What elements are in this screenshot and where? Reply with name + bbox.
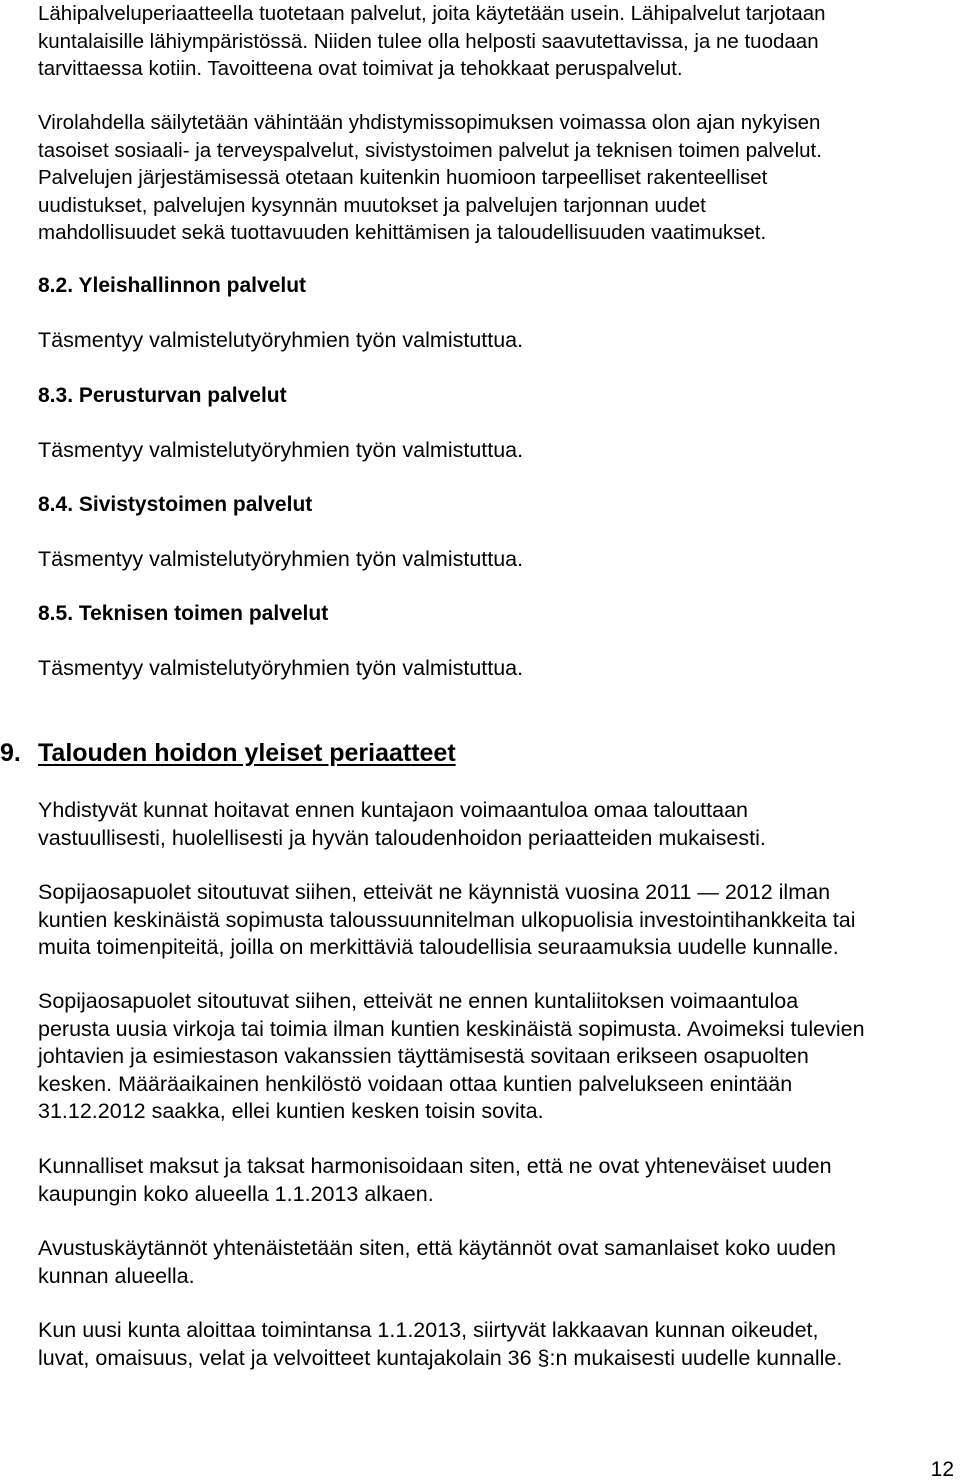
section-text: Täsmentyy valmistelutyöryhmien työn valmistuttua.	[38, 438, 524, 462]
chapter-9-paragraph-2	[38, 879, 956, 962]
section-heading: 8.4. Sivistystoimen palvelut	[38, 493, 313, 516]
text-line: Avustuskäytännöt yhtenäistetään siten, että käytännöt ovat samanlaiset koko uuden	[38, 1236, 837, 1260]
chapter-9-paragraph-5	[38, 1235, 956, 1290]
text-line: uudistukset, palvelujen kysynnän muutokset ja palvelujen tarjonnan uudet	[38, 193, 706, 217]
text-line: kunnan alueella.	[38, 1263, 195, 1288]
chapter-number: 9.	[0, 739, 21, 767]
section-heading: 8.5. Teknisen toimen palvelut	[38, 602, 329, 625]
section-8-4-heading	[38, 491, 956, 518]
page-number: 12	[930, 1458, 954, 1481]
text-line: vastuullisesti, huolellisesti ja hyvän taloudenhoidon periaatteiden mukaisesti.	[38, 825, 766, 850]
section-8-2-text	[38, 327, 956, 355]
text-line: perusta uusia virkoja tai toimia ilman kuntien keskinäistä sopimusta. Avoimeksi tulevien	[38, 1016, 865, 1041]
text-line: kuntalaisille lähiympäristössä. Niiden tulee olla helposti saavutettavissa, ja ne tuodaan	[38, 29, 819, 53]
chapter-title: Talouden hoidon yleiset periaatteet	[38, 739, 456, 767]
section-text: Täsmentyy valmistelutyöryhmien työn valmistuttua.	[38, 328, 524, 352]
text-line: johtavien ja esimiestason vakanssien täyttämisestä sovitaan erikseen osapuolten	[38, 1044, 809, 1068]
text-line: tarvittaessa kotiin. Tavoitteena ovat toimivat ja tehokkaat peruspalvelut.	[38, 57, 683, 80]
text-line: muita toimenpiteitä, joilla on merkittäviä taloudellisia seuraamuksia uudelle kunnalle.	[38, 935, 839, 959]
chapter-9-heading	[0, 737, 956, 769]
text-line: kaupungin koko alueella 1.1.2013 alkaen.	[38, 1181, 434, 1206]
section-heading: 8.3. Perusturvan palvelut	[38, 384, 287, 407]
chapter-9-paragraph-6	[38, 1317, 956, 1372]
text-line: tasoiset sosiaali- ja terveyspalvelut, sivistystoimen palvelut ja teknisen toimen palvelut.	[38, 138, 822, 162]
section-text: Täsmentyy valmistelutyöryhmien työn valmistuttua.	[38, 547, 524, 571]
section-8-3-heading	[38, 382, 956, 409]
section-8-5-heading	[38, 600, 956, 627]
text-line: Lähipalveluperiaatteella tuotetaan palvelut, joita käytetään usein. Lähipalvelut tarjotaan	[38, 2, 826, 25]
intro-paragraph-1	[38, 0, 956, 83]
section-8-3-text	[38, 437, 956, 465]
chapter-9-paragraph-1	[38, 797, 956, 852]
chapter-9-paragraph-3	[38, 988, 956, 1126]
section-8-2-heading	[38, 272, 956, 299]
text-line: Kunnalliset maksut ja taksat harmonisoidaan siten, että ne ovat yhteneväiset uuden	[38, 1154, 832, 1178]
chapter-9-paragraph-4	[38, 1153, 956, 1208]
text-line: Kun uusi kunta aloittaa toimintansa 1.1.2013, siirtyvät lakkaavan kunnan oikeudet,	[38, 1318, 819, 1342]
section-8-4-text	[38, 546, 956, 574]
text-line: Yhdistyvät kunnat hoitavat ennen kuntajaon voimaantuloa omaa talouttaan	[38, 798, 748, 822]
section-text: Täsmentyy valmistelutyöryhmien työn valmistuttua.	[38, 656, 524, 680]
text-line: kuntien keskinäistä sopimusta taloussuunnitelman ulkopuolisia investointihankkeita tai	[38, 907, 856, 932]
text-line: 31.12.2012 saakka, ellei kuntien kesken toisin sovita.	[38, 1099, 544, 1123]
text-line: mahdollisuudet sekä tuottavuuden kehittämisen ja taloudellisuuden vaatimukset.	[38, 221, 767, 244]
text-line: Palvelujen järjestämisessä otetaan kuitenkin huomioon tarpeelliset rakenteelliset	[38, 166, 768, 189]
text-line: Sopijaosapuolet sitoutuvat siihen, etteivät ne käynnistä vuosina 2011 — 2012 ilman	[38, 880, 831, 904]
text-line: Sopijaosapuolet sitoutuvat siihen, etteivät ne ennen kuntaliitoksen voimaantuloa	[38, 989, 799, 1013]
section-heading: 8.2. Yleishallinnon palvelut	[38, 274, 307, 297]
text-line: luvat, omaisuus, velat ja velvoitteet kuntajakolain 36 §:n mukaisesti uudelle kunnalle.	[38, 1345, 843, 1370]
text-line: Virolahdella säilytetään vähintään yhdistymissopimuksen voimassa olon ajan nykyisen	[38, 111, 821, 134]
text-line: kesken. Määräaikainen henkilöstö voidaan ottaa kuntien palvelukseen enintään	[38, 1071, 793, 1096]
section-8-5-text	[38, 655, 956, 683]
intro-paragraph-2	[38, 109, 956, 247]
